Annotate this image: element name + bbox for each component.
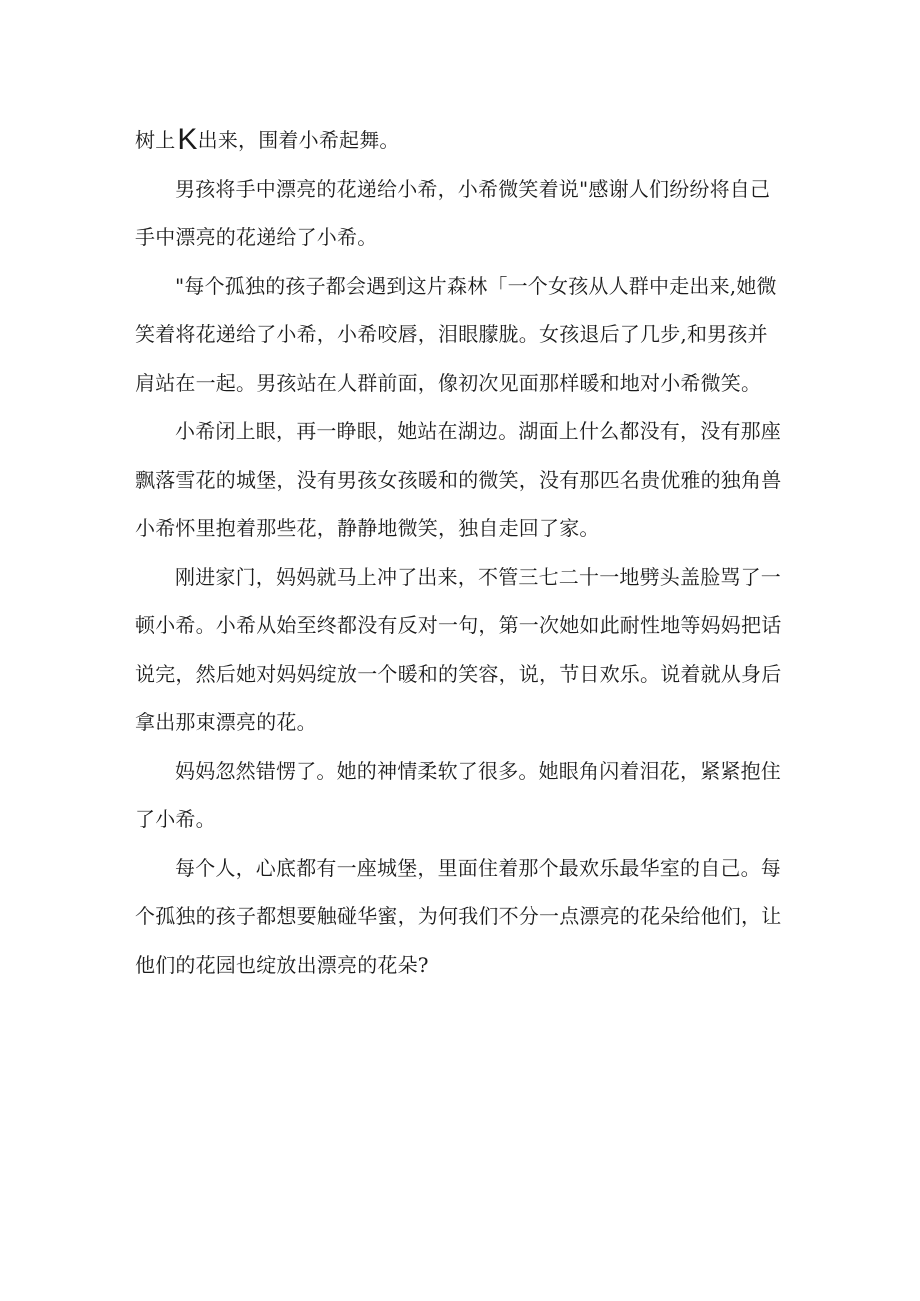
paragraph-continuation xyxy=(135,116,785,165)
first-line-after: 出来，围着小希起舞。 xyxy=(197,128,400,152)
paragraph: 小希闭上眼，再一睁眼，她站在湖边。湖面上什么都没有，没有那座飘落雪花的城堡，没有男孩女孩暖和的微笑，没有那匹名贵优雅的独角兽小希怀里抱着那些花，静静地微笑，独自走回了家。 xyxy=(135,419,782,540)
first-line-before: 树上 xyxy=(135,128,176,152)
paragraph: 男孩将手中漂亮的花递给小希，小希微笑着说"感谢人们纷纷将自己手中漂亮的花递给了小希。 xyxy=(135,176,771,249)
paragraph: "每个孤独的孩子都会遇到这片森林「一个女孩从人群中走出来,她微笑着将花递给了小希，小希咬唇，泪眼朦胧。女孩退后了几步,和男孩并肩站在一起。男孩站在人群前面，像初次见面那样暖和地对小希微笑。 xyxy=(135,273,777,395)
paragraph: 每个人，心底都有一座城堡，里面住着那个最欢乐最华室的自己。每个孤独的孩子都想要触碰华蜜，为何我们不分一点漂亮的花朵给他们，让他们的花园也绽放出漂亮的花朵? xyxy=(135,855,782,977)
paragraph: 刚进家门，妈妈就马上冲了出来，不管三七二十一地劈头盖脸骂了一顿小希。小希从始至终都没有反对一句，第一次她如此耐性地等妈妈把话说完，然后她对妈妈绽放一个暖和的笑容，说，节日欢乐。说着就从身后拿出那束漂亮的花。 xyxy=(135,564,782,734)
document-body xyxy=(135,116,785,989)
paragraph: 妈妈忽然错愣了。她的神情柔软了很多。她眼角闪着泪花，紧紧抱住了小希。 xyxy=(135,758,781,831)
oversized-letter: K xyxy=(177,123,198,156)
